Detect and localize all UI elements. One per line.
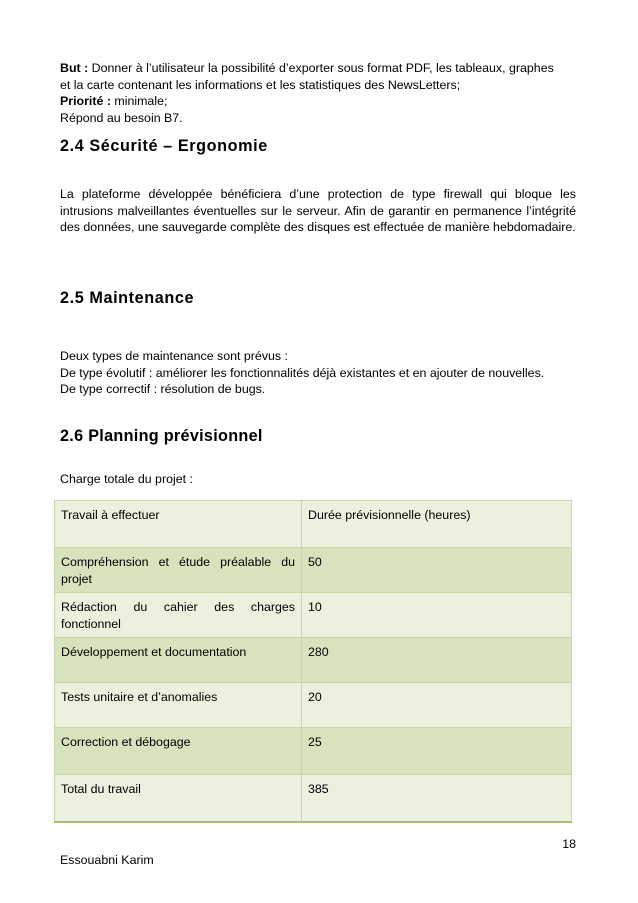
table-cell-hours: 25 xyxy=(302,728,572,775)
table-cell-task xyxy=(55,593,302,638)
besoin-line: Répond au besoin B7. xyxy=(60,110,183,125)
table-cell-hours: 20 xyxy=(302,683,572,728)
section-maintenance-body xyxy=(60,348,576,398)
table-cell-hours: 50 xyxy=(302,548,572,593)
priorite-label: Priorité : xyxy=(60,94,111,108)
table-cell-hours: 385 xyxy=(302,775,572,823)
task-line: projet xyxy=(61,571,92,586)
table-cell-task: Total du travail xyxy=(55,775,302,823)
but-line-2: et la carte contenant les informations et les statistiques des NewsLetters; xyxy=(60,77,461,92)
maintenance-line: Deux types de maintenance sont prévus : xyxy=(60,349,288,363)
table-row xyxy=(55,638,572,683)
but-line xyxy=(60,60,576,77)
task-line: Compréhension et étude préalable du xyxy=(61,555,295,569)
planning-table xyxy=(54,500,572,823)
priorite-line xyxy=(60,93,576,110)
table-row xyxy=(55,683,572,728)
task-line: fonctionnel xyxy=(61,616,121,631)
footer-author: Essouabni Karim xyxy=(60,853,154,867)
table-header-cell: Travail à effectuer xyxy=(55,501,302,548)
intro-block xyxy=(60,60,576,126)
maintenance-line: De type correctif : résolution de bugs. xyxy=(60,382,266,396)
table-cell-task: Correction et débogage xyxy=(55,728,302,775)
table-cell-hours: 10 xyxy=(302,593,572,638)
but-text: Donner à l’utilisateur la possibilité d’exporter sous format PDF, les tableaux, graphes xyxy=(88,61,554,75)
section-maintenance-title: 2.5 Maintenance xyxy=(60,289,195,307)
section-securite-title: 2.4 Sécurité – Ergonomie xyxy=(60,137,268,155)
page-number: 18 xyxy=(562,837,576,851)
but-label: But : xyxy=(60,61,89,75)
table-header-row xyxy=(55,501,572,548)
table-cell-task: Tests unitaire et d’anomalies xyxy=(55,683,302,728)
table-header-cell: Durée prévisionnelle (heures) xyxy=(302,501,572,548)
section-securite-body: La plateforme développée bénéficiera d’une protection de type firewall qui bloque les intrusions malveillantes éventuelles sur le serveur. Afin de garantir en permanence l’intégrité des données, une sauvegarde complète des disques est effectuée de manière hebdomadaire. xyxy=(60,187,576,234)
table-cell-task: Développement et documentation xyxy=(55,638,302,683)
maintenance-line: De type évolutif : améliorer les fonctionnalités déjà existantes et en ajouter de nouvelles. xyxy=(60,365,545,380)
section-planning-title: 2.6 Planning prévisionnel xyxy=(60,427,263,445)
section-planning-intro: Charge totale du projet : xyxy=(60,472,193,486)
table-row-total xyxy=(55,775,572,823)
table-row xyxy=(55,728,572,775)
task-line: Rédaction du cahier des charges xyxy=(61,600,295,614)
priorite-value: minimale; xyxy=(110,94,168,108)
table-cell-hours: 280 xyxy=(302,638,572,683)
table-cell-task xyxy=(55,548,302,593)
table-row xyxy=(55,548,572,593)
table-row xyxy=(55,593,572,638)
